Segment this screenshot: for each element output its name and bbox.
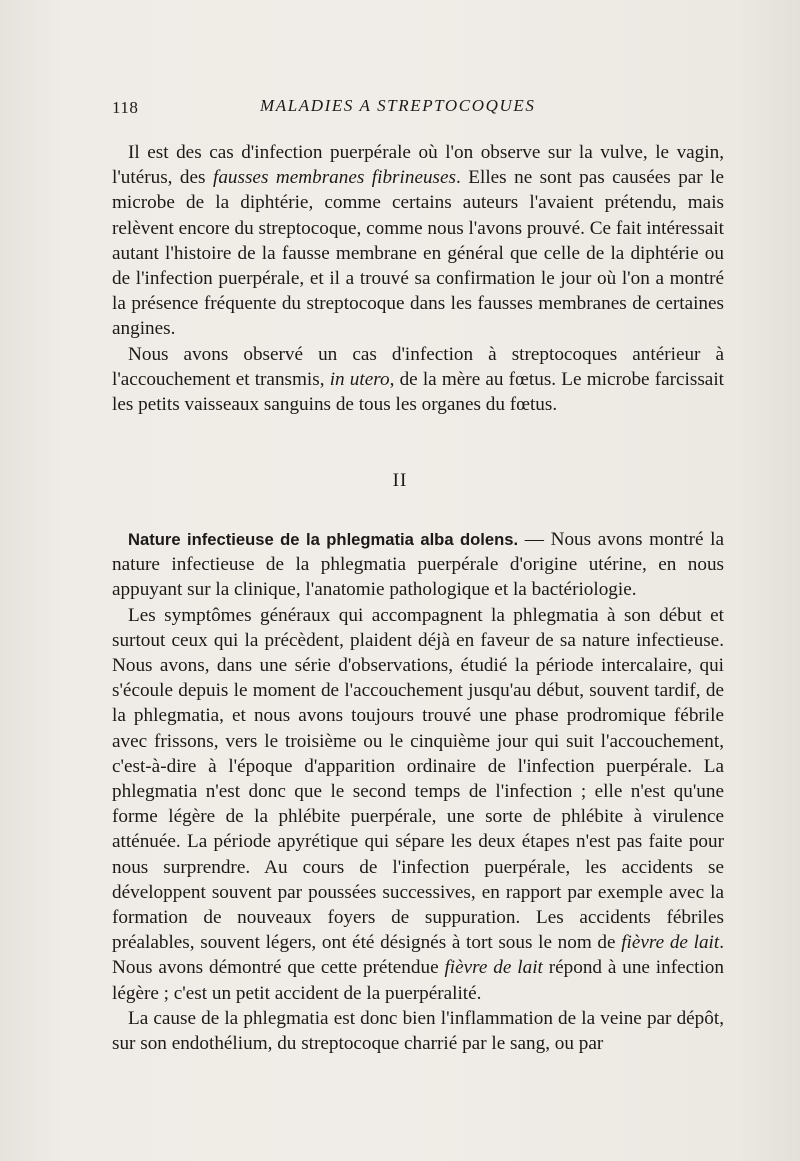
section-numeral: II [392, 470, 408, 491]
italic-term: in utero [329, 368, 390, 390]
running-title: MALADIES A STREPTOCOQUES [260, 96, 536, 115]
italic-term: fausses membranes fibrineuses [212, 167, 457, 189]
section-heading: Nature infectieuse de la phlegmatia alba dolens. [128, 530, 519, 549]
running-head [112, 96, 724, 122]
paragraph-cause: La cause de la phlegmatia est donc bien l'inflammation de la veine par dépôt, sur son endothélium, du streptocoque charrié par le sang, ou par [112, 1007, 724, 1055]
text-block-2 [112, 527, 724, 1056]
paragraph-phlegmatia-intro: Nature infectieuse de la phlegmatia alba dolens. — Nous avons montré la nature infectieuse de la phlegmatia puerpérale d'origine utérine, en nous appuyant sur la clinique, l'anatomie pathologique et la bactériologie. [112, 529, 725, 601]
italic-term: fièvre de lait [444, 957, 543, 979]
paragraph-in-utero: Nous avons observé un cas d'infection à streptocoques antérieur à l'accouchement et transmis, in utero, de la mère au fœtus. Le microbe farcissait les petits vaisseaux sanguins de tous les organes du fœtus. [112, 343, 724, 416]
italic-term: fièvre de lait [621, 932, 720, 954]
paragraph-fausses-membranes: Il est des cas d'infection puerpérale où l'on observe sur la vulve, le vagin, l'utérus, des fausses membranes fibrineuses. Elles ne sont pas causées par le microbe de la diphtérie, comme certains auteurs l'avaient prétendu, mais relèvent encore du streptocoque, comme nous l'avons prouvé. Ce fait intéressait autant l'histoire de la fausse membrane en général que celle de la diphtérie ou de l'infection puerpérale, et il a trouvé sa confirmation le jour où l'on a montré la présence fréquente du streptocoque dans les fausses membranes de certaines angines. [112, 142, 725, 340]
paragraph-symptomes: Les symptômes généraux qui accompagnent la phlegmatia à son début et surtout ceux qui la précèdent, plaident déjà en faveur de sa nature infectieuse. Nous avons, dans une série d'observations, étudié la période intercalaire, qui s'écoule depuis le moment de l'accouchement jusqu'au début, souvent tardif, de la phlegmatia, et nous avons toujours trouvé une phase prodromique fébrile avec frissons, vers le troisième ou le cinquième jour qui suit l'accouchement, c'est-à-dire à l'époque d'apparition ordinaire de l'infection puerpérale. La phlegmatia n'est donc que le second temps de l'infection ; elle n'est qu'une forme légère de la phlébite puerpérale, une sorte de phlébite à virulence atténuée. La période apyrétique qui sépare les deux étapes n'est pas faite pour nous surprendre. Au cours de l'infection puerpérale, les accidents se développent souvent par poussées successives, en rapport par exemple avec la formation de nouveaux foyers de suppuration. Les accidents fébriles préalables, souvent légers, ont été désignés à tort sous le nom de fièvre de lait. Nous avons démontré que cette prétendue fièvre de lait répond à une infection légère ; c'est un petit accident de la puerpéralité. [112, 604, 724, 1004]
text-block-1 [112, 140, 724, 417]
page-number: 118 [112, 98, 139, 117]
